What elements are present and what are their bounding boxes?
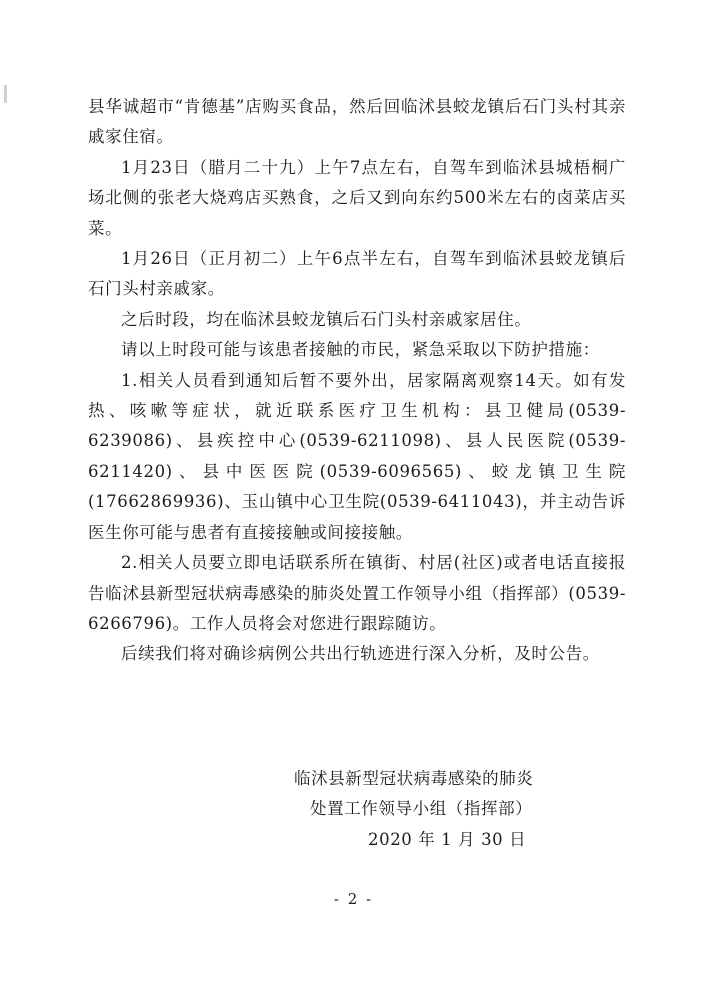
page-number: - 2 - xyxy=(333,890,374,908)
paragraph-measure-1: 1.相关人员看到通知后暂不要外出，居家隔离观察14天。如有发热、咳嗽等症状，就近联系医疗卫生机构：县卫健局(0539-6239086)、县疾控中心(0539-6211098)、县人民医院(0539-6211420)、县中医医院(0539-6096565)、蛟龙镇卫生院(17662869936)、玉山镇中心卫生院(0539-6411043)，并主动告诉医生你可能与患者有直接接触或间接接触。 xyxy=(88,370,626,542)
paragraph-measure-2: 2.相关人员要立即电话联系所在镇街、村居(社区)或者电话直接报告临沭县新型冠状病毒感染的肺炎处置工作领导小组（指挥部）(0539-6266796)。工作人员将会对您进行跟踪随访。 xyxy=(88,553,626,633)
signature-org-line-2: 处置工作领导小组（指挥部） xyxy=(310,799,533,819)
paragraph-after-period: 之后时段，均在临沭县蛟龙镇后石门头村亲戚家居住。 xyxy=(121,309,532,329)
signature-block xyxy=(250,764,610,855)
paragraph-jan-26: 1月26日（正月初二）上午6点半左右，自驾车到临沭县蛟龙镇后石门头村亲戚家。 xyxy=(88,249,626,299)
signature-org-line-1: 临沭县新型冠状病毒感染的肺炎 xyxy=(294,769,534,788)
paragraph-jan-23: 1月23日（腊月二十九）上午7点左右，自驾车到临沭县城梧桐广场北侧的张老大烧鸡店买熟食，之后又到向东约500米左右的卤菜店买菜。 xyxy=(88,157,626,238)
paragraph-continuation: 县华诚超市“肯德基”店购买食品，然后回临沭县蛟龙镇后石门头村其亲戚家住宿。 xyxy=(88,97,626,147)
document-body xyxy=(88,92,626,670)
signature-date: 2020 年 1 月 30 日 xyxy=(368,829,527,849)
paragraph-notice: 请以上时段可能与该患者接触的市民，紧急采取以下防护措施： xyxy=(121,340,600,360)
scan-edge-mark xyxy=(4,85,7,103)
paragraph-followup: 后续我们将对确诊病例公共出行轨迹进行深入分析，及时公告。 xyxy=(121,644,600,664)
